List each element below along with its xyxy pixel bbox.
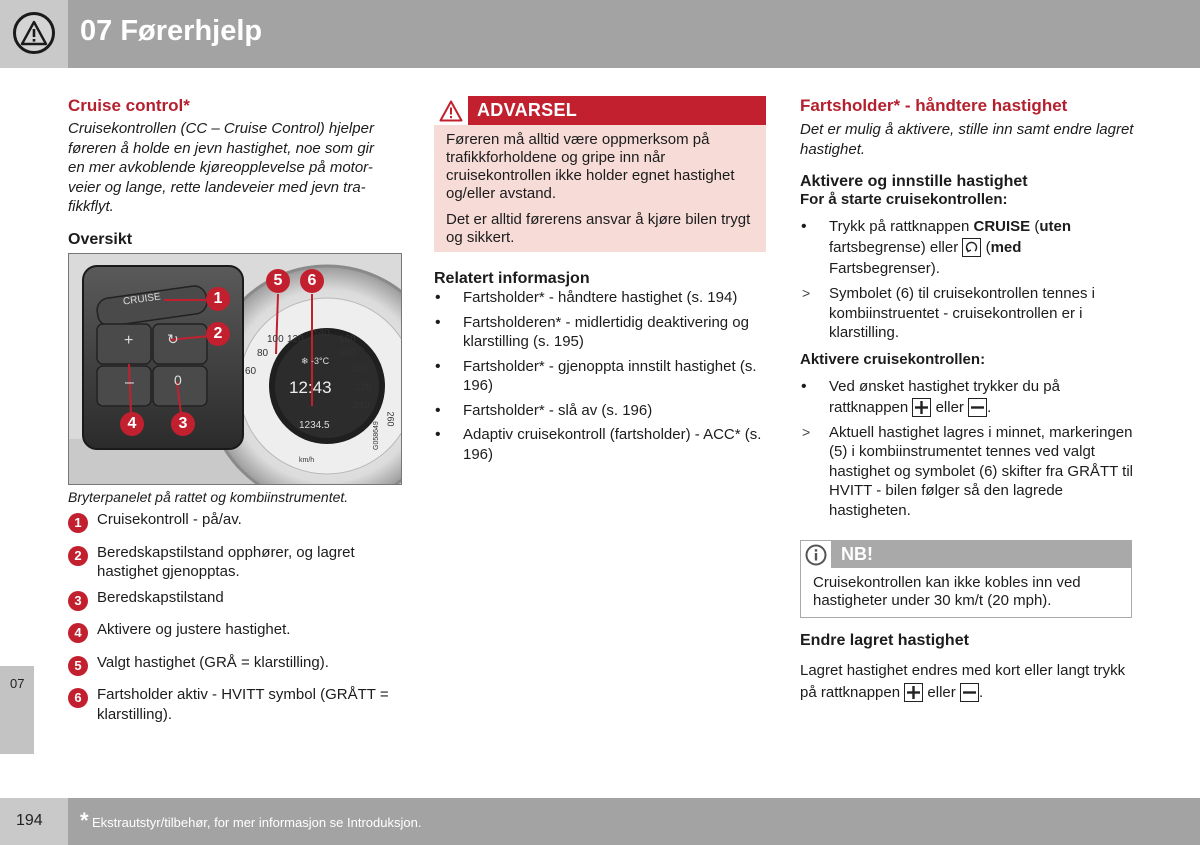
warning-box <box>434 96 766 252</box>
footer-bar <box>68 798 1200 845</box>
list-item-text: Aktivere og justere hastighet. <box>97 621 291 638</box>
note-box <box>800 540 1132 618</box>
related-link[interactable] <box>434 401 768 421</box>
step-text: Ved ønsket hastighet trykker du på rattknappen <box>829 377 1060 416</box>
warning-body <box>434 125 766 247</box>
step-text: Fartsbegrenser). <box>829 260 940 277</box>
warning-triangle-icon <box>434 96 468 125</box>
info-icon <box>801 541 831 568</box>
warning-paragraph: Føreren må alltid være oppmerksom på trafikkforholdene og gripe inn når cruisekontrollen ikke holder egnet hastighet og/eller avstand. <box>446 131 735 202</box>
intro-text <box>68 119 408 217</box>
change-speed-section <box>800 632 1134 704</box>
callout-3: 3 <box>171 412 195 436</box>
chapter-rail <box>0 68 68 798</box>
related-link-text: Fartsholderen* - midlertidig deaktivering og klarstilling (s. 195) <box>463 313 749 350</box>
related-link[interactable] <box>434 288 768 308</box>
steering-panel-figure <box>68 253 402 485</box>
step-text: ( <box>1030 218 1040 235</box>
related-heading: Relatert informasjon <box>434 270 590 287</box>
footer-page-block <box>0 798 68 845</box>
list-item-text: Fartsholder aktiv - HVITT symbol (GRÅTT = klarstilling). <box>97 686 389 723</box>
minus-button-icon <box>968 398 987 417</box>
right-column <box>800 96 1134 520</box>
list-item <box>68 543 408 582</box>
step-item <box>800 376 1134 418</box>
callout-6: 6 <box>300 269 324 293</box>
intro-line: fikkflyt. <box>68 198 114 215</box>
chapter-tab[interactable] <box>0 666 34 754</box>
subheading-start: For å starte cruisekontrollen: <box>800 191 1008 208</box>
cruise-button-label: CRUISE <box>122 291 162 308</box>
left-column <box>68 96 408 249</box>
uten-term: uten <box>1039 218 1072 235</box>
footer-note: Ekstrautstyr/tilbehør, for mer informasjon se Introduksjon. <box>92 815 422 830</box>
warning-header <box>434 96 766 125</box>
header-bar <box>68 0 1200 68</box>
step-list-2 <box>800 376 1134 418</box>
result-item: > Aktuell hastighet lagres i minnet, markeringen (5) i kombiinstrumentet tennes ved valgt hastighet og symbolet (6) skifter fra GRÅTT til HVITT - bilen følger så den lagrede hastigheten. <box>800 423 1134 521</box>
callout-4: 4 <box>120 412 144 436</box>
right-intro: Det er mulig å aktivere, stille inn samt endre lagret hastighet. <box>800 121 1134 158</box>
number-badge: 2 <box>68 546 88 566</box>
cruise-term: CRUISE <box>973 218 1031 235</box>
plus-button-icon <box>904 683 923 702</box>
warning-triangle-icon <box>13 12 55 54</box>
note-header <box>801 541 1131 568</box>
odometer-readout: 1234.5 <box>299 420 330 431</box>
list-item <box>68 685 408 724</box>
chapter-title: 07 Førerhjelp <box>80 15 263 47</box>
intro-line: føreren å holde en jevn hastighet, noe som gir <box>68 139 375 157</box>
minus-button-icon <box>960 683 979 702</box>
result-item: > Symbolet (6) til cruisekontrollen tennes i kombiinstruentet - cruisekontrollen er i klarstilling. <box>800 284 1134 343</box>
callout-1: 1 <box>206 287 230 311</box>
resume-button-icon <box>962 238 981 257</box>
warning-paragraph: Det er alltid førerens ansvar å kjøre bilen trygt og sikkert. <box>446 211 751 246</box>
med-term: med <box>990 239 1022 256</box>
list-item-text: Beredskapstilstand opphører, og lagret hastighet gjenopptas. <box>97 543 355 580</box>
subheading-change-speed: Endre lagret hastighet <box>800 632 969 649</box>
minus-button-label: – <box>125 374 134 391</box>
intro-line: veier og lange, rette landeveier med jevn tra- <box>68 178 366 196</box>
subheading-activate: Aktivere og innstille hastighet <box>800 173 1028 190</box>
related-info-section <box>434 270 768 464</box>
intro-line: Cruisekontrollen (CC – Cruise Control) hjelper <box>68 120 374 137</box>
related-link-text: Fartsholder* - gjenoppta innstilt hastighet (s. 196) <box>463 357 757 394</box>
resume-icon: ↻ <box>167 331 179 347</box>
related-link[interactable] <box>434 425 768 464</box>
gauge-tick: 140 <box>313 328 330 339</box>
zero-button-label: 0 <box>174 372 182 388</box>
list-item-text: Beredskapstilstand <box>97 588 224 606</box>
list-item <box>68 620 408 640</box>
warning-title: ADVARSEL <box>477 100 578 120</box>
page-number: 194 <box>16 812 43 829</box>
change-speed-text <box>800 660 1134 704</box>
list-item-text: Cruisekontroll - på/av. <box>97 511 242 528</box>
list-item <box>68 653 408 673</box>
gauge-tick: 220 <box>355 382 372 393</box>
gauge-tick: 160 <box>339 334 356 345</box>
plus-button-icon <box>912 398 931 417</box>
gauge-tick: 100 <box>267 334 284 345</box>
list-item <box>68 510 408 530</box>
callout-5: 5 <box>266 269 290 293</box>
intro-line: en mer avkoblende kjøreopplevelse på motor- <box>68 159 373 176</box>
number-badge: 3 <box>68 591 88 611</box>
figure-caption: Bryterpanelet på rattet og kombiinstrumentet. <box>68 489 349 505</box>
note-text: Cruisekontrollen kan ikke kobles inn ved hastigheter under 30 km/t (20 mph). <box>813 574 1081 609</box>
paragraph-text: eller <box>923 684 960 701</box>
number-badge: 6 <box>68 688 88 708</box>
figure-code: G058649 <box>373 421 380 450</box>
note-title: NB! <box>841 544 873 564</box>
step-text: eller <box>931 398 969 416</box>
gauge-tick: 120 <box>287 334 304 345</box>
number-badge: 1 <box>68 513 88 533</box>
gauge-tick: 80 <box>257 348 269 359</box>
asterisk-mark: * <box>80 808 89 833</box>
gauge-tick: 260 <box>385 411 396 427</box>
step-text: fartsbegrense) eller <box>829 239 963 256</box>
step-item <box>800 216 1134 279</box>
related-link-text: Fartsholder* - slå av (s. 196) <box>463 401 653 419</box>
callout-legend-list <box>68 510 408 724</box>
overview-heading: Oversikt <box>68 230 133 248</box>
related-link-text: Fartsholder* - håndtere hastighet (s. 194) <box>463 289 738 306</box>
step-text: . <box>987 398 992 416</box>
chapter-tab-label: 07 <box>10 676 25 691</box>
related-link[interactable] <box>434 357 768 396</box>
number-badge: 5 <box>68 656 88 676</box>
clock-readout: 12:43 <box>289 378 332 397</box>
callout-2: 2 <box>206 322 230 346</box>
step-text: ( <box>981 239 991 256</box>
paragraph-text: Lagret hastighet endres med kort eller langt trykk på rattknappen <box>800 662 1126 701</box>
gauge-tick: 240 <box>353 400 370 411</box>
gauge-tick: 180 <box>339 348 356 359</box>
subheading-activate-cruise: Aktivere cruisekontrollen: <box>800 350 986 368</box>
list-item <box>68 588 408 608</box>
list-item-text: Valgt hastighet (GRÅ = klarstilling). <box>97 653 329 671</box>
header-icon-block <box>0 0 68 68</box>
step-text: Trykk på rattknappen <box>829 218 974 235</box>
paragraph-text: . <box>978 684 984 701</box>
plus-button-label: + <box>124 332 134 349</box>
section-title-handle-speed: Fartsholder* - håndtere hastighet <box>800 96 1068 115</box>
unit-label: km/h <box>299 457 315 464</box>
related-link-text: Adaptiv cruisekontroll (fartsholder) - ACC* (s. 196) <box>463 426 762 463</box>
temperature-readout: ❄ -3°C <box>301 356 330 366</box>
related-link[interactable] <box>434 313 768 352</box>
step-list-1 <box>800 216 1134 279</box>
number-badge: 4 <box>68 623 88 643</box>
section-title-cruise-control: Cruise control* <box>68 96 190 115</box>
related-list <box>434 288 768 464</box>
gauge-tick: 60 <box>245 366 257 377</box>
gauge-tick: 200 <box>351 364 368 375</box>
